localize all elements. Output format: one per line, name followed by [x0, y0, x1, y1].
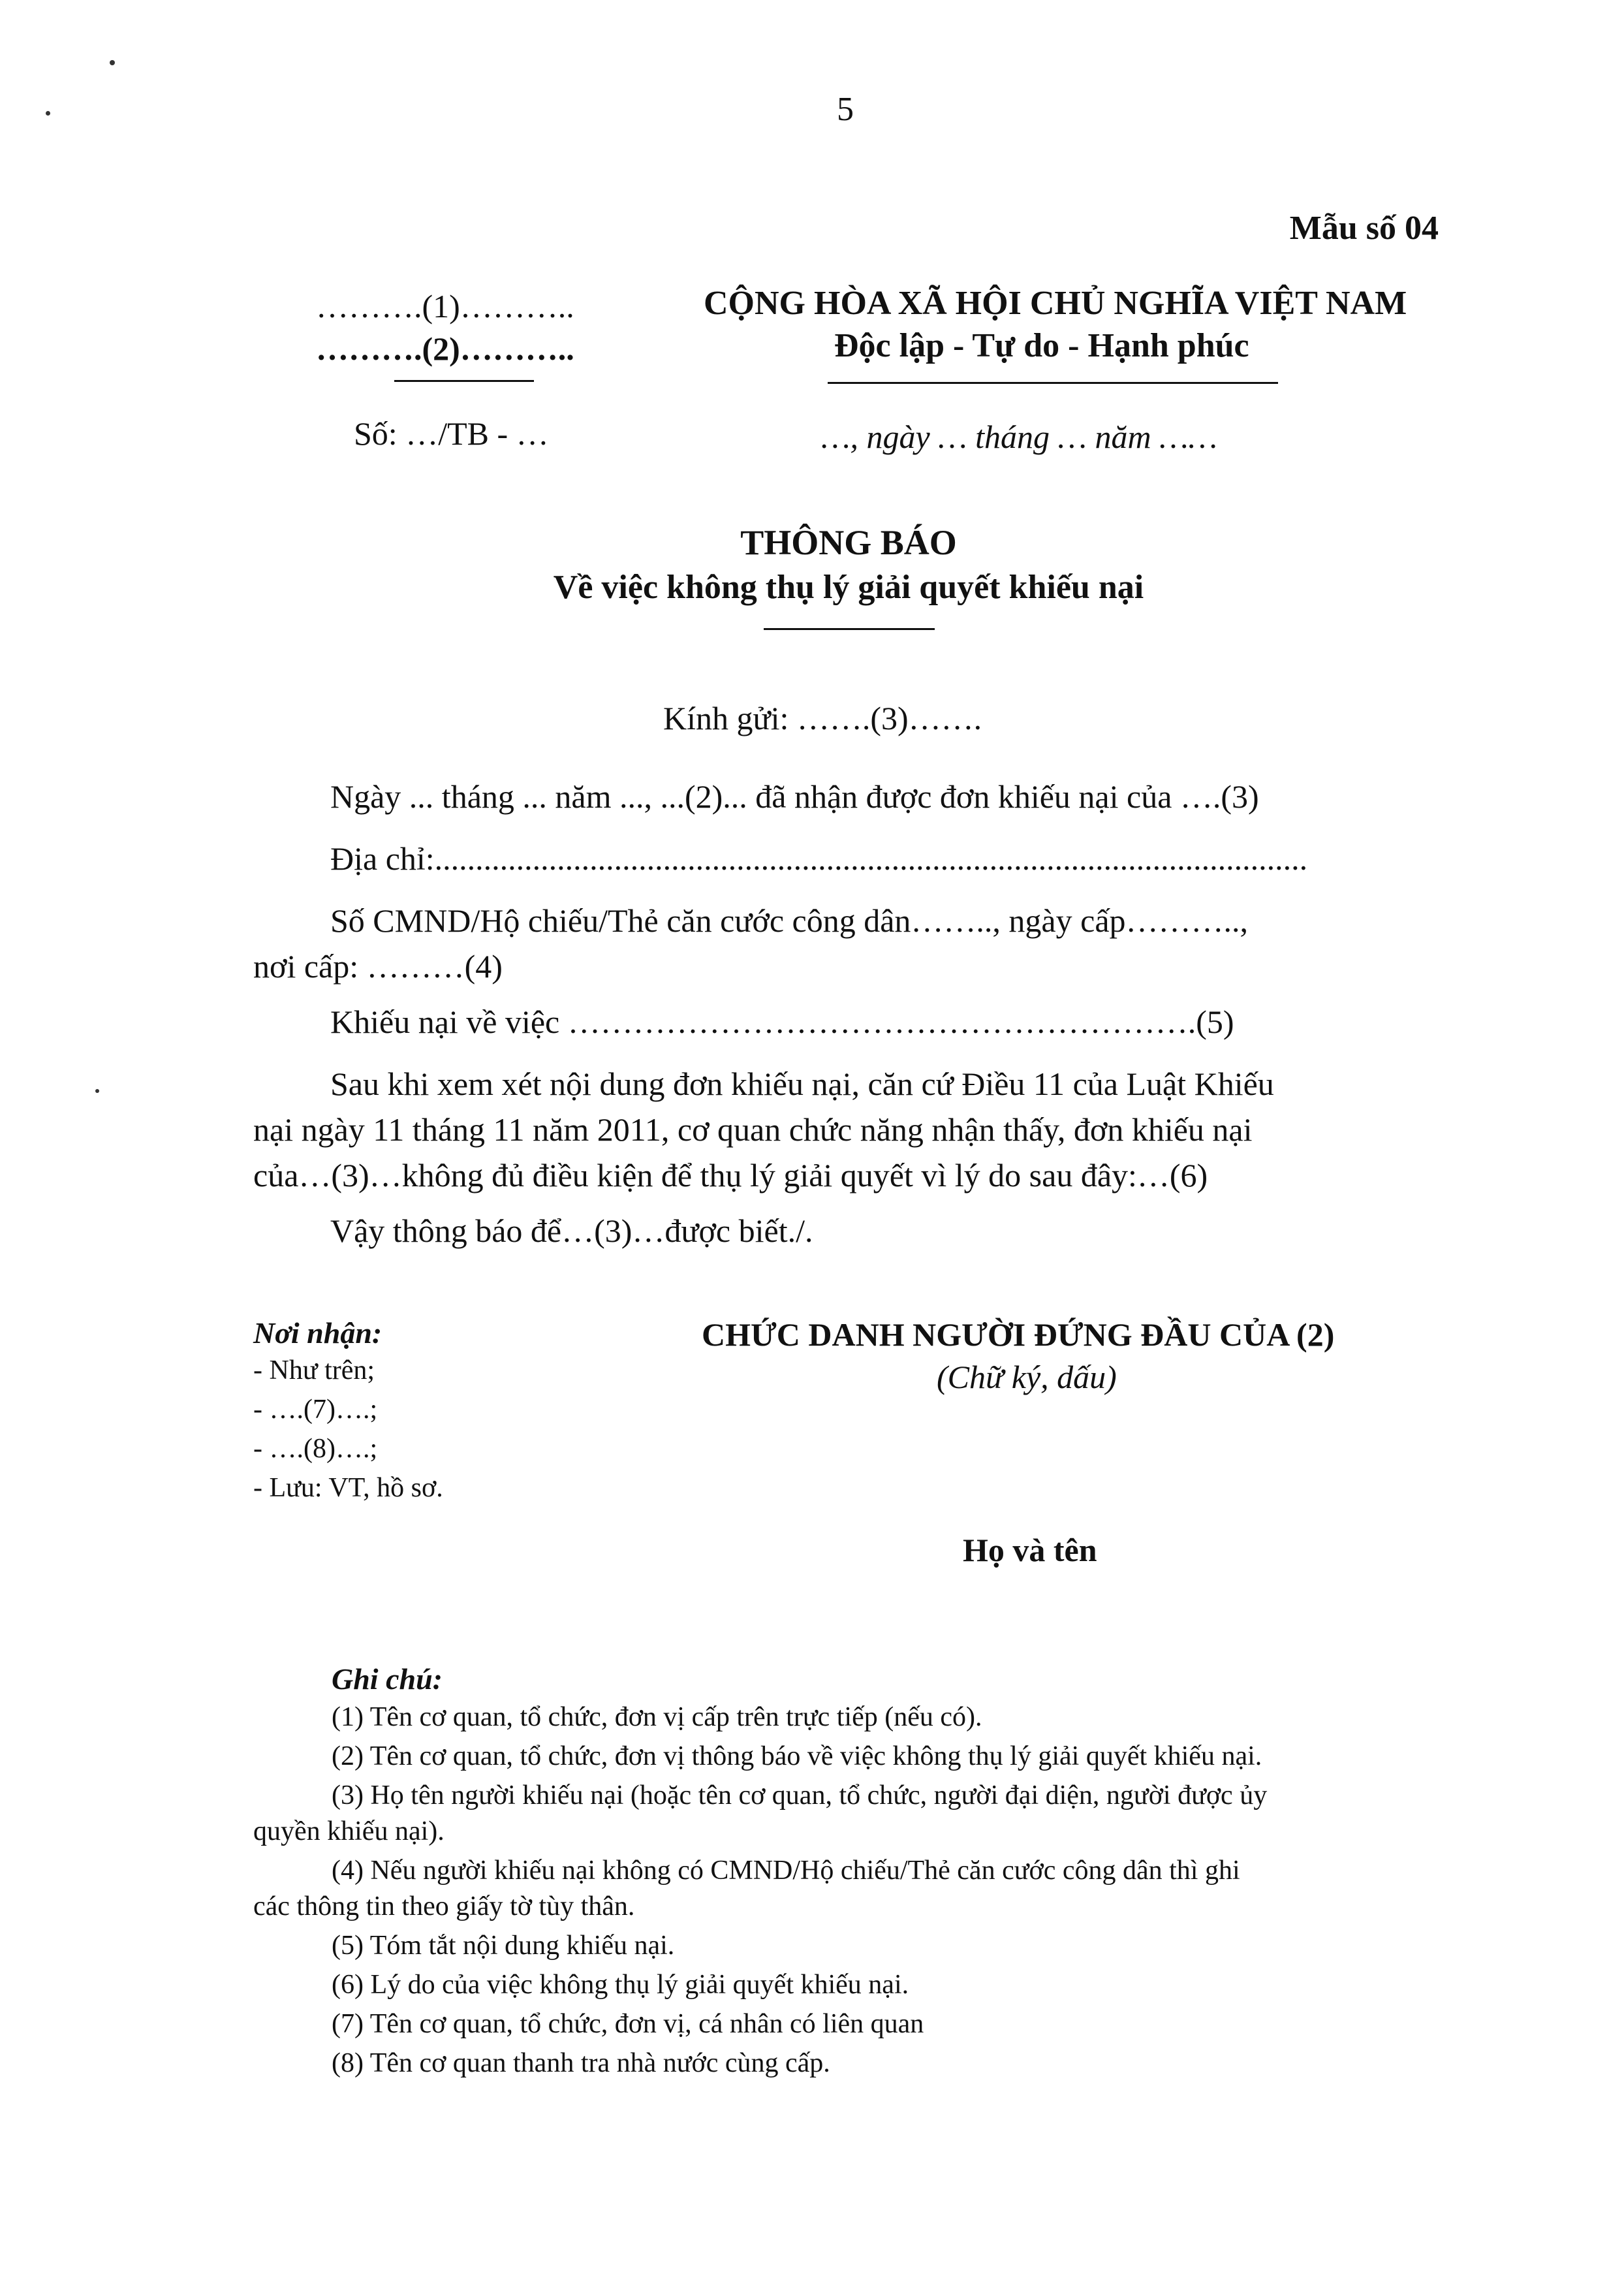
- note-7: (7) Tên cơ quan, tổ chức, đơn vị, cá nhân có liên quan: [332, 2009, 924, 2039]
- note-6: (6) Lý do của việc không thụ lý giải quyết khiếu nại.: [332, 1970, 909, 2000]
- note-4-line-2: các thông tin theo giấy tờ tùy thân.: [253, 1891, 635, 1921]
- scan-speck: [46, 111, 50, 116]
- org-line-2: ……….(2)………..: [316, 330, 574, 367]
- recipients-label: Nơi nhận:: [253, 1316, 383, 1350]
- scan-speck: [95, 1089, 99, 1093]
- place-date: …, ngày … tháng … năm ……: [821, 419, 1217, 455]
- document-title: THÔNG BÁO: [740, 523, 957, 562]
- paragraph-review-line-1: Sau khi xem xét nội dung đơn khiếu nại, căn cứ Điều 11 của Luật Khiếu: [330, 1066, 1274, 1102]
- recipient-line: Kính gửi: …….(3)…….: [663, 700, 982, 736]
- form-number: Mẫu số 04: [1289, 210, 1439, 247]
- note-2: (2) Tên cơ quan, tổ chức, đơn vị thông báo về việc không thụ lý giải quyết khiếu nại.: [332, 1741, 1262, 1771]
- paragraph-address: Địa chỉ:...........................................................................................................: [330, 840, 1308, 877]
- note-1: (1) Tên cơ quan, tổ chức, đơn vị cấp trên trực tiếp (nếu có).: [332, 1702, 982, 1732]
- paragraph-received: Ngày ... tháng ... năm ..., ...(2)... đã nhận được đơn khiếu nại của ….(3): [330, 778, 1259, 815]
- recipient-item: - ….(8)….;: [253, 1434, 378, 1464]
- title-underline: [764, 628, 935, 630]
- note-5: (5) Tóm tắt nội dung khiếu nại.: [332, 1931, 675, 1961]
- org-underline: [394, 380, 534, 382]
- page-number: 5: [837, 91, 854, 128]
- paragraph-id-line-2: nơi cấp: ………(4): [253, 948, 503, 985]
- signature-note: (Chữ ký, dấu): [937, 1359, 1117, 1395]
- national-title: CỘNG HÒA XÃ HỘI CHỦ NGHĨA VIỆT NAM: [704, 285, 1407, 322]
- document-subtitle: Về việc không thụ lý giải quyết khiếu nại: [553, 569, 1144, 606]
- paragraph-id-line-1: Số CMND/Hộ chiếu/Thẻ căn cước công dân…….., ngày cấp………..,: [330, 902, 1249, 939]
- note-8: (8) Tên cơ quan thanh tra nhà nước cùng cấp.: [332, 2048, 830, 2078]
- note-4-line-1: (4) Nếu người khiếu nại không có CMND/Hộ chiếu/Thẻ căn cước công dân thì ghi: [332, 1856, 1240, 1886]
- note-3-line-2: quyền khiếu nại).: [253, 1816, 445, 1846]
- recipient-item: - Lưu: VT, hồ sơ.: [253, 1473, 443, 1503]
- recipient-item: - Như trên;: [253, 1355, 375, 1385]
- paragraph-review-line-2: nại ngày 11 tháng 11 năm 2011, cơ quan chức năng nhận thấy, đơn khiếu nại: [253, 1111, 1253, 1148]
- notes-label: Ghi chú:: [332, 1662, 443, 1696]
- motto-underline: [828, 382, 1278, 384]
- org-line-1: ……….(1)………..: [316, 288, 574, 324]
- signature-title: CHỨC DANH NGƯỜI ĐỨNG ĐẦU CỦA (2): [702, 1316, 1335, 1353]
- paragraph-complaint-subject: Khiếu nại về việc ………………………………………………….(5): [330, 1003, 1234, 1040]
- document-number: Số: …/TB - …: [354, 415, 549, 452]
- note-3-line-1: (3) Họ tên người khiếu nại (hoặc tên cơ quan, tổ chức, người đại diện, người được ủy: [332, 1780, 1268, 1810]
- national-motto: Độc lập - Tự do - Hạnh phúc: [834, 327, 1249, 364]
- signer-name: Họ và tên: [963, 1532, 1097, 1568]
- recipient-item: - ….(7)….;: [253, 1395, 378, 1425]
- scan-speck: [110, 60, 115, 65]
- paragraph-review-line-3: của…(3)…không đủ điều kiện để thụ lý giải quyết vì lý do sau đây:…(6): [253, 1157, 1208, 1193]
- paragraph-closing: Vậy thông báo để…(3)…được biết./.: [330, 1212, 813, 1249]
